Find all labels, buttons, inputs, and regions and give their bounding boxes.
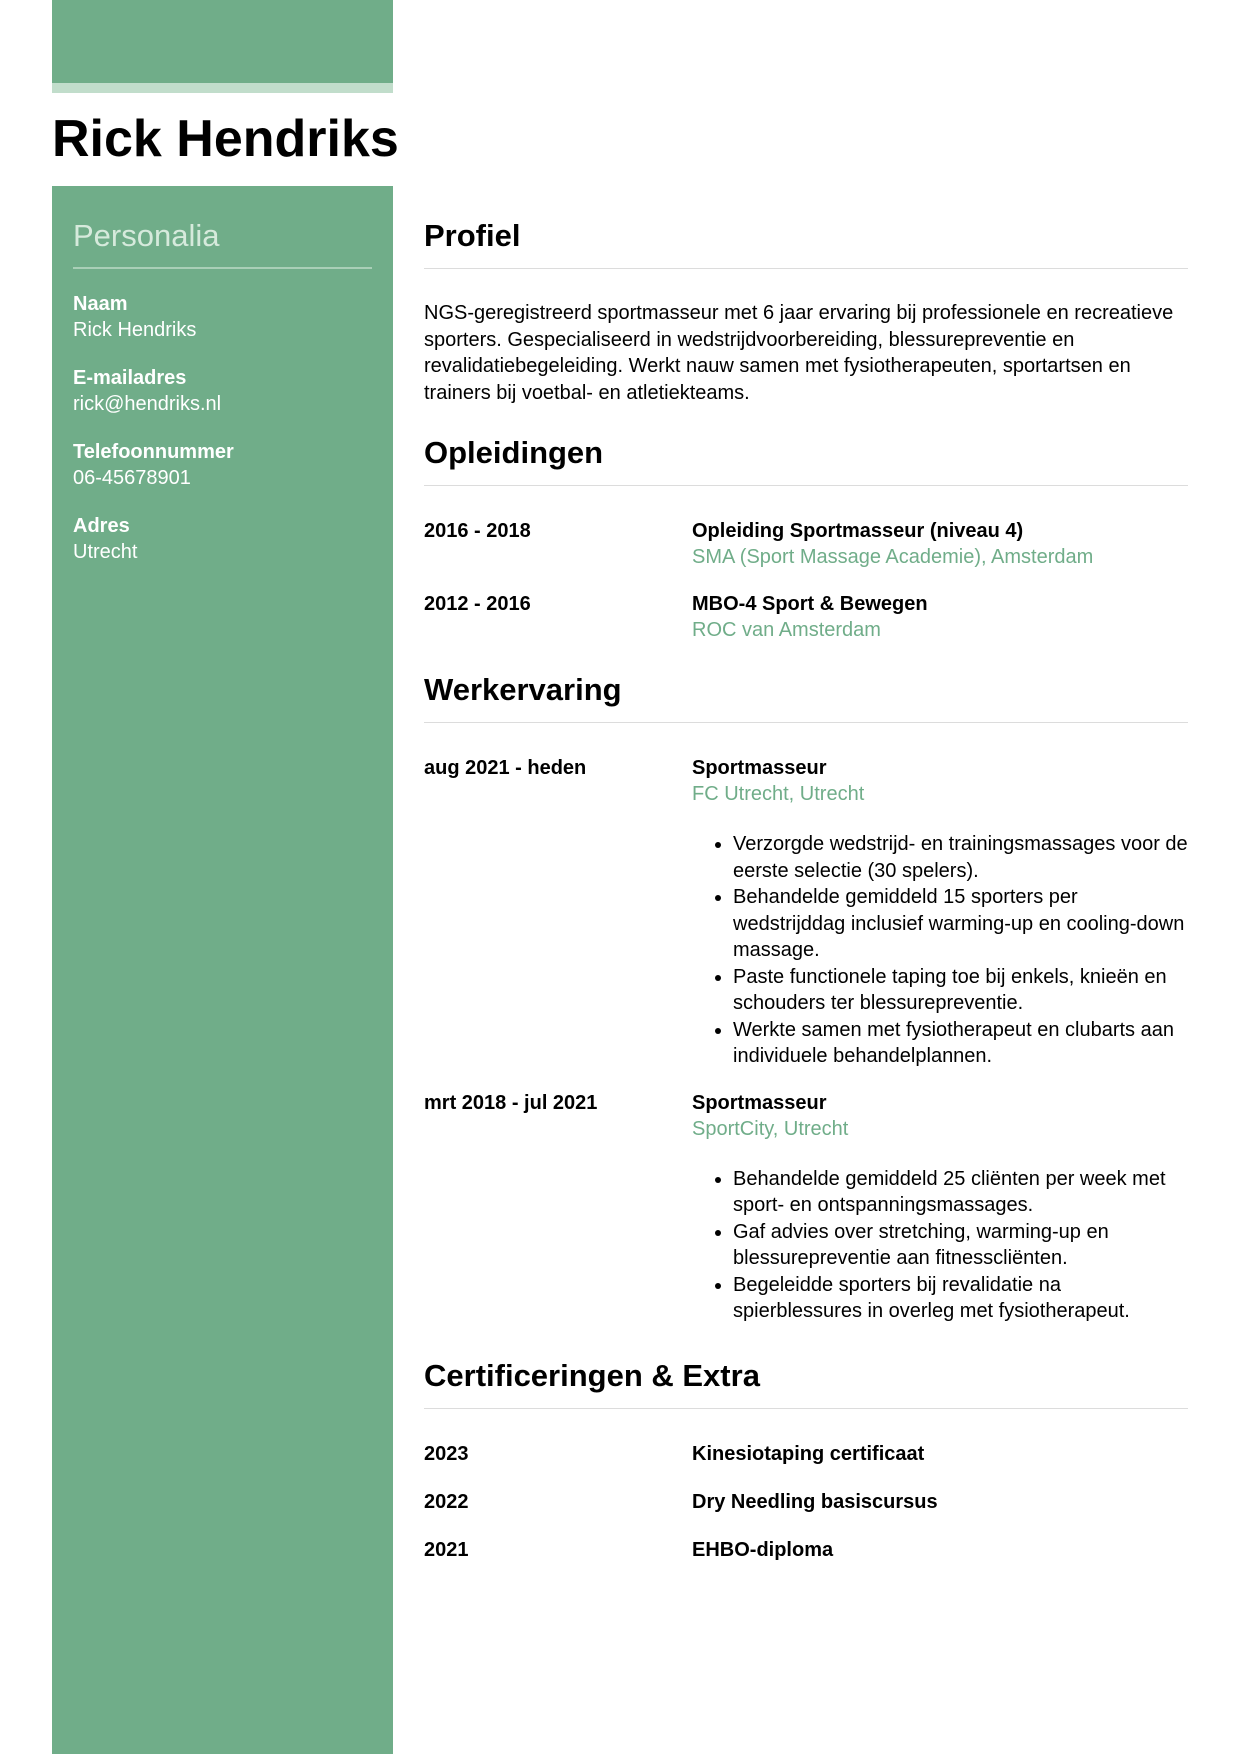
personalia-label: E-mailadres — [73, 367, 187, 389]
entry-employer: SportCity, Utrecht — [692, 1117, 849, 1140]
entry-title: Kinesiotaping certificaat — [692, 1443, 925, 1465]
list-item: • Verzorgde wedstrijd- en trainingsmassages voor de eerste selectie (30 spelers). — [733, 831, 1188, 884]
entry-date: 2016 - 2018 — [424, 520, 531, 542]
entry-date: 2023 — [424, 1443, 469, 1465]
education-entry — [424, 518, 1188, 571]
entry-date: 2012 - 2016 — [424, 593, 531, 615]
entry-date: mrt 2018 - jul 2021 — [424, 1091, 598, 1114]
entry-institution: ROC van Amsterdam — [692, 619, 881, 641]
profile-section — [424, 216, 1188, 406]
section-divider — [424, 722, 1188, 723]
entry-date: aug 2021 - heden — [424, 757, 587, 779]
personalia-label: Adres — [73, 515, 130, 537]
candidate-name: Rick Hendriks — [52, 110, 399, 168]
entry-institution: SMA (Sport Massage Academie), Amsterdam — [692, 546, 1094, 568]
personalia-value: Rick Hendriks — [73, 319, 197, 341]
personalia-sidebar — [52, 186, 393, 1754]
personalia-item-naam — [73, 291, 372, 344]
personalia-item-adres — [73, 513, 372, 566]
section-title: Opleidingen — [424, 435, 604, 470]
profile-text: NGS-geregistreerd sportmasseur met 6 jaar ervaring bij professionele en recreatieve sporters. Gespecialiseerd in wedstrijdvoorbereiding, blessurepreventie en revalidatiebegeleiding. Werkt nauw samen met fysiotherapeuten, sportartsen en trainers bij voetbal- en atletiekteams. — [424, 302, 1174, 404]
section-title: Profiel — [424, 218, 521, 253]
section-divider — [424, 268, 1188, 269]
list-item: • Begeleidde sporters bij revalidatie na spierblessures in overleg met fysiotherapeut. — [733, 1272, 1188, 1325]
personalia-label: Naam — [73, 293, 128, 315]
list-item: • Behandelde gemiddeld 25 cliënten per week met sport- en ontspanningsmassages. — [733, 1166, 1188, 1219]
personalia-value: rick@hendriks.nl — [73, 393, 222, 415]
experience-entry — [424, 755, 1188, 1070]
personalia-value: 06-45678901 — [73, 467, 191, 489]
education-section — [424, 433, 1188, 644]
entry-date: 2022 — [424, 1491, 469, 1513]
entry-bullets — [692, 1166, 1188, 1325]
education-entry — [424, 591, 1188, 644]
entry-title: EHBO-diploma — [692, 1539, 834, 1561]
list-item: • Behandelde gemiddeld 15 sporters per wedstrijddag inclusief warming-up en cooling-down massage. — [733, 884, 1188, 964]
entry-date: 2021 — [424, 1539, 469, 1561]
entry-title: Sportmasseur — [692, 1091, 827, 1114]
header-color-block — [52, 0, 393, 83]
experience-entry — [424, 1090, 1188, 1325]
certification-entry — [424, 1441, 1188, 1467]
personalia-divider — [73, 267, 372, 269]
list-item: • Werkte samen met fysiotherapeut en clubarts aan individuele behandelplannen. — [733, 1017, 1188, 1070]
section-title: Certificeringen & Extra — [424, 1358, 760, 1393]
header-accent-stripe — [52, 83, 393, 93]
personalia-title: Personalia — [73, 218, 220, 253]
certification-entry — [424, 1537, 1188, 1563]
entry-title: Sportmasseur — [692, 757, 827, 779]
section-divider — [424, 1408, 1188, 1409]
entry-title: Dry Needling basiscursus — [692, 1491, 938, 1513]
certifications-section — [424, 1356, 1188, 1563]
entry-bullets — [692, 831, 1188, 1070]
entry-title: MBO-4 Sport & Bewegen — [692, 593, 928, 615]
list-item: • Gaf advies over stretching, warming-up en blessurepreventie aan fitnesscliënten. — [733, 1219, 1188, 1272]
personalia-label: Telefoonnummer — [73, 441, 234, 463]
entry-employer: FC Utrecht, Utrecht — [692, 783, 865, 805]
personalia-item-email — [73, 365, 372, 418]
experience-section — [424, 670, 1188, 1325]
personalia-value: Utrecht — [73, 541, 138, 563]
certification-entry — [424, 1489, 1188, 1515]
list-item: • Paste functionele taping toe bij enkels, knieën en schouders ter blessurepreventie. — [733, 964, 1188, 1017]
section-divider — [424, 485, 1188, 486]
section-title: Werkervaring — [424, 672, 622, 707]
entry-title: Opleiding Sportmasseur (niveau 4) — [692, 520, 1024, 542]
personalia-item-telefoon — [73, 439, 372, 492]
